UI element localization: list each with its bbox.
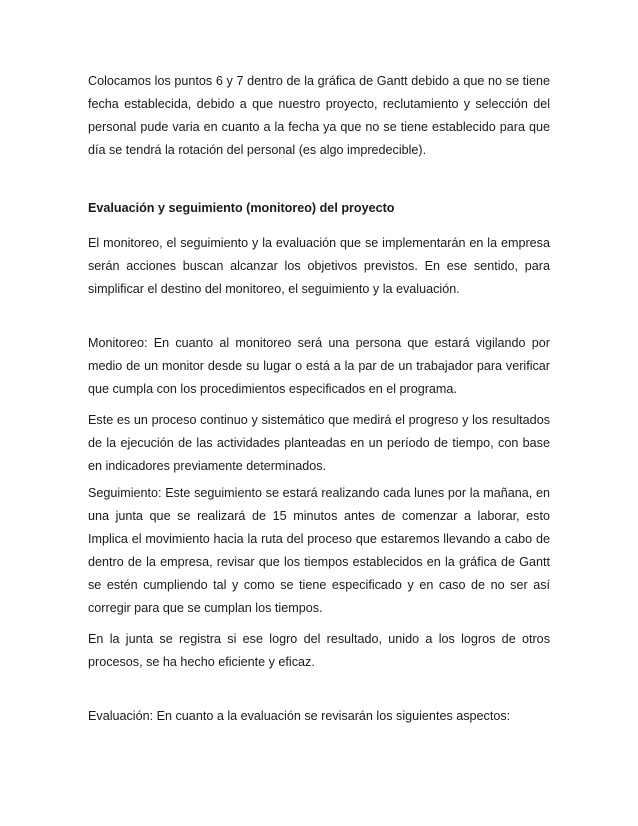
paragraph-seguimiento: Seguimiento: Este seguimiento se estará realizando cada lunes por la mañana, en una junta que se realizará de 15 minutos antes de comenzar a laborar, esto Implica el movimiento hacia la ruta del proceso que estaremos llevando a cabo de dentro de la empresa, revisar que los tiempos establecidos en la gráfica de Gantt se estén cumpliendo tal y como se tiene especificado y en caso de no ser así corregir para que se cumplan los tiempos.: [88, 486, 550, 615]
document-page: [88, 70, 550, 728]
paragraph-gantt-points: Colocamos los puntos 6 y 7 dentro de la gráfica de Gantt debido a que no se tiene fecha establecida, debido a que nuestro proyecto, reclutamiento y selección del personal pude varia en cuanto a la fecha ya que no se tiene establecido para que día se tendrá la rotación del personal (es algo impredecible).: [88, 74, 550, 157]
paragraph-junta: En la junta se registra si ese logro del resultado, unido a los logros de otros procesos, se ha hecho eficiente y eficaz.: [88, 632, 550, 669]
paragraph-evaluacion: Evaluación: En cuanto a la evaluación se revisarán los siguientes aspectos:: [88, 709, 511, 723]
section-heading: Evaluación y seguimiento (monitoreo) del proyecto: [88, 201, 395, 215]
paragraph-monitoring-intro: El monitoreo, el seguimiento y la evaluación que se implementarán en la empresa serán acciones buscan alcanzar los objetivos previstos. En ese sentido, para simplificar el destino del monitoreo, el seguimiento y la evaluación.: [88, 236, 550, 296]
paragraph-monitoreo: Monitoreo: En cuanto al monitoreo será una persona que estará vigilando por medio de un monitor desde su lugar o está a la par de un trabajador para verificar que cumpla con los procedimientos especificados en el programa.: [88, 336, 550, 396]
paragraph-process: Este es un proceso continuo y sistemático que medirá el progreso y los resultados de la ejecución de las actividades planteadas en un período de tiempo, con base en indicadores previamente determinados.: [88, 413, 550, 473]
